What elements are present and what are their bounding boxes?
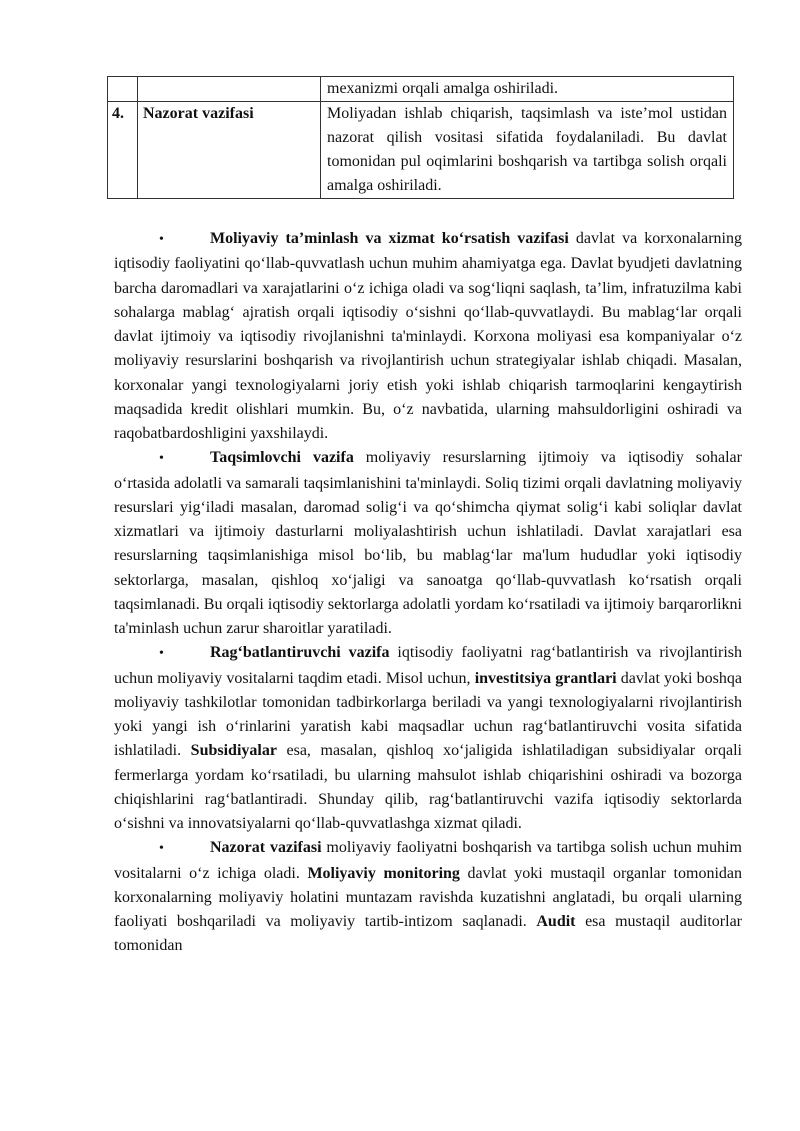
bullet-icon: •	[159, 232, 164, 247]
bullet-icon: •	[159, 451, 164, 467]
term-bold: Subsidiyalar	[190, 742, 277, 760]
bullet-icon: •	[159, 841, 164, 857]
term-bold: Taqsimlovchi vazifa	[210, 449, 354, 467]
paragraph-text: iqtisodiy faoliyatni rag‘batlantirish va rivojlantirish uchun moliyaviy vositalarni taqdim etadi. Misol uchun,	[114, 644, 742, 687]
function-description: Moliyadan ishlab chiqarish, taqsimlash va iste’mol ustidan nazorat qilish vositasi sifatida foydalaniladi. Bu davlat tomonidan pul oqimlarini boshqarish va tartibga solish orqali amalga oshiriladi.	[321, 102, 734, 199]
paragraph-text: esa, masalan, qishloq xo‘jaligida ishlatiladigan subsidiyalar orqali fermerlarga yordam ko‘rsatiladi, bu ularning mahsulot ishlab chiqarishini oshiradi va bozorga chiqishlarini rag‘batlantiradi. Shunday qilib, rag‘batlantiruvchi vazifa iqtisodiy sektorlarda o‘sishni va innovatsiyalarni qo‘llab-quvvatlashga xizmat qiladi.	[114, 742, 742, 832]
table-row	[108, 102, 734, 199]
term-bold: investitsiya grantlari	[474, 669, 617, 687]
row-number: 4.	[108, 102, 138, 199]
body-text	[114, 227, 742, 959]
paragraph-distribution	[114, 446, 742, 641]
paragraph-text: davlat va korxonalarning iqtisodiy faoliyatini qo‘llab-quvvatlash uchun muhim ahamiyatga ega. Davlat byudjeti davlatning barcha daromadlari va xarajatlarini o‘z ichiga oladi va sog‘liqni saqlash, ta’lim, infratuzilma kabi sohalarga mablag‘ ajratish orqali iqtisodiy o‘sishni qo‘llab-quvvatlaydi. Bu mablag‘lar orqali davlat ijtimoiy va iqtisodiy rivojlanishni ta'minlaydi. Korxona moliyasi esa kompaniyalar o‘z moliyaviy resurslarini boshqarish va rivojlantirish uchun strategiyalar ishlab chiqadi. Masalan, korxonalar yangi texnologiyalarni joriy etish yoki ishlab chiqarish tarmoqlarini kengaytirish maqsadida kredit olishlari mumkin. Bu, o‘z navbatida, ularning mahsuldorligini oshiradi va raqobatbardoshligini yaxshilaydi.	[114, 230, 742, 442]
paragraph-control	[114, 836, 742, 958]
paragraph-stimulating	[114, 641, 742, 836]
bullet-icon: •	[159, 646, 164, 662]
paragraph-text: moliyaviy resurslarning ijtimoiy va iqtisodiy sohalar o‘rtasida adolatli va samarali taqsimlanishini ta'minlaydi. Soliq tizimi orqali davlatning moliyaviy resurslari yig‘iladi masalan, daromad solig‘i va qo‘shimcha qiymat solig‘i kabi soliqlar davlat xizmatlari va ijtimoiy dasturlarni moliyalashtirish uchun ishlatiladi. Davlat xarajatlari esa resurslarning taqsimlanishiga misol bo‘lib, bu mablag‘lar ma'lum hududlar yoki iqtisodiy sektorlarga, masalan, qishloq xo‘jaligi va sanoatga qo‘llab-quvvatlash ko‘rsatish orqali taqsimlanadi. Bu orqali iqtisodiy sektorlarga adolatli yordam ko‘rsatiladi va ijtimoiy barqarorlikni ta'minlash uchun zarur sharoitlar yaratiladi.	[114, 449, 742, 637]
row-number	[108, 77, 138, 102]
term-bold: Audit	[536, 913, 576, 930]
function-name	[138, 77, 321, 102]
table-row	[108, 77, 734, 102]
paragraph-financing	[114, 227, 742, 446]
functions-table	[107, 76, 734, 199]
paragraph-text: davlat yoki boshqa moliyaviy tashkilotlar tomonidan tadbirkorlarga beriladi va yangi texnologiyalarni rivojlantirish yoki yangi ish o‘rinlarini yaratish kabi maqsadlar uchun rag‘batlantiruvchi vosita sifatida ishlatiladi.	[114, 669, 742, 760]
term-bold: Rag‘batlantiruvchi vazifa	[210, 644, 390, 662]
term-bold: Moliyaviy monitoring	[307, 864, 460, 882]
paragraph-text: davlat yoki mustaqil organlar tomonidan korxonalarning moliyaviy holatini muntazam ravishda kuzatishni anglatadi, bu orqali ularning faoliyati boshqariladi va moliyaviy tartib-intizom saqlanadi.	[114, 864, 742, 930]
term-bold: Nazorat vazifasi	[210, 839, 322, 857]
paragraph-text: esa mustaqil auditorlar tomonidan	[114, 913, 742, 955]
function-description: mexanizmi orqali amalga oshiriladi.	[321, 77, 734, 102]
term-bold: Moliyaviy ta’minlash va xizmat ko‘rsatish vazifasi	[210, 230, 569, 247]
paragraph-text: moliyaviy faoliyatni boshqarish va tartibga solish uchun muhim vositalarni o‘z ichiga oladi.	[114, 839, 742, 882]
function-name: Nazorat vazifasi	[138, 102, 321, 199]
